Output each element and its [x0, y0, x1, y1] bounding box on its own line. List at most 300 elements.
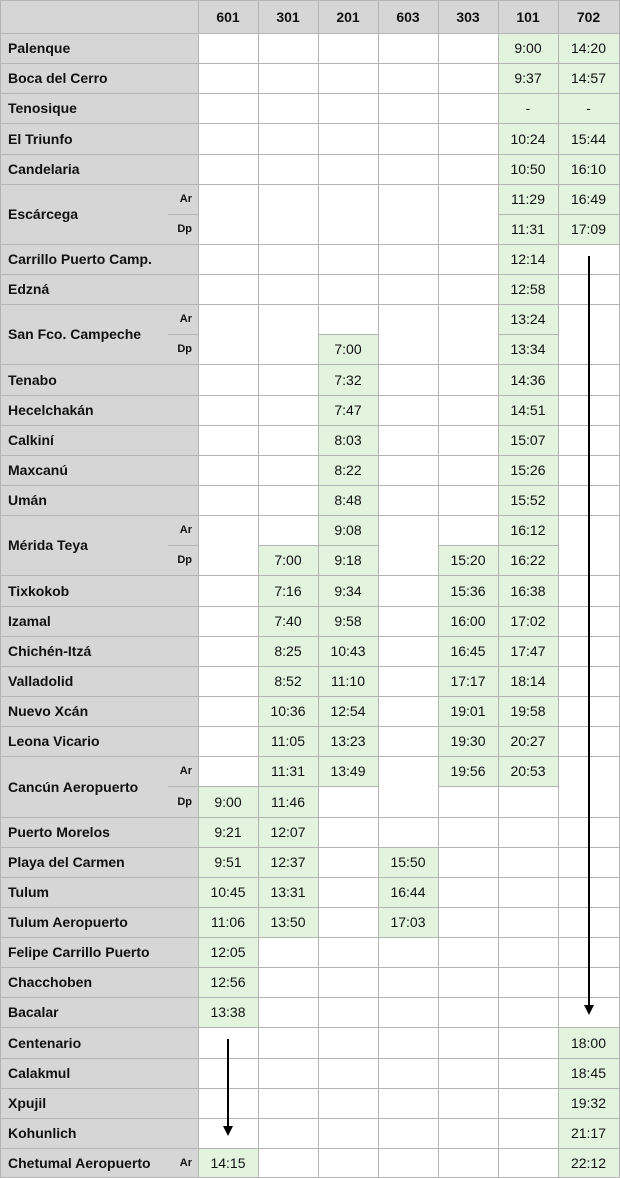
grid-line [498, 1148, 499, 1178]
grid-line [318, 786, 378, 787]
empty-cell [498, 877, 558, 907]
empty-cell [438, 154, 498, 184]
grid-line [258, 425, 259, 455]
grid-line [198, 455, 258, 456]
empty-cell [498, 786, 558, 817]
time-cell: 9:08 [318, 515, 378, 545]
grid-line [198, 666, 258, 667]
grid-line [0, 817, 198, 818]
grid-line [558, 214, 559, 244]
time-cell: 8:03 [318, 425, 378, 455]
grid-line [438, 1118, 498, 1119]
empty-cell [438, 937, 498, 967]
grid-line [438, 33, 439, 63]
empty-cell [258, 93, 318, 123]
empty-cell [258, 1148, 318, 1178]
grid-line [498, 334, 499, 364]
station-name: Chichén-Itzá [0, 636, 198, 666]
grid-line [378, 425, 438, 426]
grid-line [318, 967, 319, 997]
grid-line [318, 93, 378, 94]
time-cell: 9:18 [318, 545, 378, 575]
grid-line [318, 304, 378, 305]
grid-line [378, 63, 379, 93]
grid-line [498, 274, 499, 304]
grid-line [0, 1118, 198, 1119]
grid-line [558, 154, 559, 184]
grid-line [258, 545, 259, 575]
grid-line [498, 485, 558, 486]
grid-line [498, 937, 558, 938]
grid-line [318, 395, 378, 396]
grid-line [318, 63, 378, 64]
grid-line [378, 485, 379, 515]
time-cell: 19:01 [438, 696, 498, 726]
empty-cell [198, 485, 258, 515]
grid-line [318, 817, 319, 847]
grid-line [438, 997, 498, 998]
station-name: Palenque [0, 33, 198, 63]
time-cell: 17:09 [558, 214, 619, 244]
grid-line [438, 997, 439, 1027]
grid-line [498, 786, 558, 787]
grid-line [378, 997, 438, 998]
grid-line [378, 154, 438, 155]
grid-line [318, 515, 378, 516]
grid-line [318, 937, 319, 967]
time-cell: 14:57 [558, 63, 619, 93]
empty-cell [438, 364, 498, 395]
grid-line [318, 545, 378, 546]
empty-cell [318, 877, 378, 907]
grid-line [558, 93, 559, 123]
empty-cell [498, 937, 558, 967]
time-cell: 12:05 [198, 937, 258, 967]
grid-line [498, 33, 499, 63]
empty-cell [198, 93, 258, 123]
grid-line [378, 485, 438, 486]
time-cell: 9:00 [498, 33, 558, 63]
grid-line [378, 184, 379, 214]
empty-cell [378, 545, 438, 575]
empty-cell [258, 154, 318, 184]
grid-line [258, 214, 259, 244]
grid-line [258, 847, 318, 848]
grid-line [258, 847, 259, 877]
empty-cell [198, 575, 258, 606]
grid-line [378, 455, 438, 456]
grid-line [378, 726, 379, 756]
empty-cell [498, 1088, 558, 1118]
grid-line [318, 1088, 378, 1089]
empty-cell [318, 1148, 378, 1178]
grid-line [378, 756, 438, 757]
grid-line [558, 1118, 619, 1119]
grid-line [258, 274, 318, 275]
time-cell: 15:36 [438, 575, 498, 606]
time-cell: 12:37 [258, 847, 318, 877]
grid-line [258, 515, 318, 516]
grid-line [378, 817, 379, 847]
grid-line [258, 395, 259, 425]
grid-line [558, 967, 559, 997]
time-cell: 15:20 [438, 545, 498, 575]
grid-line [378, 817, 438, 818]
grid-line [258, 545, 318, 546]
grid-line [378, 1058, 379, 1088]
time-cell: 22:12 [558, 1148, 619, 1178]
grid-line [258, 967, 259, 997]
empty-cell [438, 485, 498, 515]
grid-line [558, 244, 619, 245]
grid-line [318, 184, 319, 214]
empty-cell [438, 395, 498, 425]
grid-line [558, 937, 559, 967]
arrival-label: Ar [168, 515, 198, 545]
grid-line [498, 636, 558, 637]
grid-line [318, 636, 378, 637]
empty-cell [258, 1027, 318, 1058]
grid-line [558, 847, 559, 877]
empty-cell [198, 184, 258, 214]
time-cell: 12:56 [198, 967, 258, 997]
grid-line [438, 847, 498, 848]
empty-cell [318, 937, 378, 967]
time-cell: 8:22 [318, 455, 378, 485]
empty-cell [378, 304, 438, 334]
grid-line [258, 1088, 318, 1089]
grid-line [438, 666, 498, 667]
grid-line [378, 606, 379, 636]
grid-line [258, 877, 318, 878]
grid-line [378, 666, 379, 696]
grid-line [498, 877, 558, 878]
time-cell: 19:56 [438, 756, 498, 786]
arrow-down-icon [584, 1005, 594, 1015]
grid-line [558, 93, 619, 94]
grid-line [318, 696, 378, 697]
grid-line [378, 244, 438, 245]
grid-line [168, 786, 198, 787]
grid-line [438, 1027, 439, 1058]
grid-line [378, 1088, 379, 1118]
empty-cell [498, 847, 558, 877]
grid-line [438, 274, 498, 275]
grid-line [378, 244, 379, 274]
grid-line [0, 907, 198, 908]
grid-line [558, 817, 559, 847]
grid-line [498, 395, 499, 425]
grid-line [498, 997, 499, 1027]
time-cell: 10:24 [498, 123, 558, 154]
grid-line [438, 304, 498, 305]
time-cell: - [498, 93, 558, 123]
grid-line [318, 1058, 319, 1088]
grid-line [438, 575, 498, 576]
grid-line [378, 93, 438, 94]
grid-line [498, 696, 499, 726]
empty-cell [438, 425, 498, 455]
station-name: Leona Vicario [0, 726, 198, 756]
empty-cell [378, 817, 438, 847]
grid-line [318, 0, 319, 33]
empty-cell [378, 1058, 438, 1088]
grid-line [318, 244, 319, 274]
grid-line [558, 1027, 559, 1058]
grid-line [378, 847, 379, 877]
grid-line [438, 93, 498, 94]
grid-line [438, 1058, 498, 1059]
grid-line [378, 123, 438, 124]
empty-cell [318, 1058, 378, 1088]
grid-line [318, 696, 319, 726]
grid-line [558, 63, 559, 93]
time-cell: 13:38 [198, 997, 258, 1027]
time-cell: 13:50 [258, 907, 318, 937]
grid-line [558, 1088, 559, 1118]
grid-line [0, 937, 198, 938]
empty-cell [378, 1027, 438, 1058]
time-cell: 16:45 [438, 636, 498, 666]
time-cell: 12:14 [498, 244, 558, 274]
grid-line [258, 726, 259, 756]
time-cell: 10:50 [498, 154, 558, 184]
grid-line [438, 1148, 439, 1178]
grid-line [258, 455, 259, 485]
grid-line [318, 786, 319, 817]
empty-cell [498, 967, 558, 997]
grid-line [438, 937, 439, 967]
empty-cell [198, 696, 258, 726]
empty-cell [498, 1027, 558, 1058]
grid-line [168, 214, 198, 215]
grid-line [0, 485, 198, 486]
empty-cell [318, 184, 378, 214]
empty-cell [258, 1118, 318, 1148]
grid-line [558, 33, 559, 63]
grid-line [198, 485, 258, 486]
empty-cell [318, 967, 378, 997]
grid-line [258, 1118, 259, 1148]
time-cell: 16:38 [498, 575, 558, 606]
time-cell: 13:49 [318, 756, 378, 786]
grid-line [558, 364, 559, 395]
grid-line [438, 907, 498, 908]
grid-line [0, 636, 198, 637]
grid-line [0, 455, 198, 456]
grid-line [258, 726, 318, 727]
empty-cell [198, 304, 258, 334]
grid-line [318, 304, 319, 334]
grid-line [0, 364, 198, 365]
grid-line [318, 184, 378, 185]
grid-line [438, 756, 439, 786]
empty-cell [318, 93, 378, 123]
grid-line [438, 304, 439, 334]
grid-line [258, 786, 259, 817]
empty-cell [378, 515, 438, 545]
grid-line [318, 485, 319, 515]
grid-line [198, 847, 258, 848]
grid-line [378, 515, 438, 516]
time-cell: 15:50 [378, 847, 438, 877]
grid-line [258, 154, 259, 184]
grid-line [498, 123, 558, 124]
grid-line [438, 877, 439, 907]
grid-line [558, 123, 619, 124]
grid-line [198, 636, 258, 637]
station-name: Felipe Carrillo Puerto [0, 937, 198, 967]
grid-line [258, 184, 318, 185]
empty-cell [318, 154, 378, 184]
grid-line [258, 937, 318, 938]
grid-line [378, 0, 379, 33]
grid-line [438, 696, 498, 697]
grid-line [378, 304, 379, 334]
grid-line [0, 1027, 198, 1028]
empty-cell [378, 274, 438, 304]
time-cell: 16:22 [498, 545, 558, 575]
empty-cell [198, 214, 258, 244]
time-cell: 15:07 [498, 425, 558, 455]
grid-line [378, 1058, 438, 1059]
grid-line [258, 1027, 318, 1028]
train-header-301: 301 [258, 0, 318, 33]
grid-line [498, 726, 558, 727]
grid-line [258, 606, 259, 636]
time-cell: 9:34 [318, 575, 378, 606]
grid-line [258, 515, 259, 545]
time-cell: 17:03 [378, 907, 438, 937]
time-cell: 13:23 [318, 726, 378, 756]
empty-cell [378, 154, 438, 184]
grid-line [498, 334, 558, 335]
empty-cell [438, 817, 498, 847]
grid-line [318, 997, 378, 998]
grid-line [0, 184, 198, 185]
empty-cell [378, 666, 438, 696]
grid-line [318, 154, 378, 155]
grid-line [438, 455, 439, 485]
grid-line [438, 425, 439, 455]
train-header-702: 702 [558, 0, 619, 33]
empty-cell [378, 364, 438, 395]
time-cell: 8:48 [318, 485, 378, 515]
grid-line [318, 395, 319, 425]
empty-cell [318, 63, 378, 93]
grid-line [558, 184, 619, 185]
grid-line [438, 395, 498, 396]
empty-cell [258, 455, 318, 485]
grid-line [0, 425, 198, 426]
grid-line [258, 123, 318, 124]
grid-line [378, 997, 379, 1027]
grid-line [258, 485, 259, 515]
grid-line [558, 1058, 559, 1088]
grid-line [258, 364, 318, 365]
station-name: Chetumal Aeropuerto [0, 1148, 168, 1178]
grid-line [318, 123, 319, 154]
grid-line [558, 123, 559, 154]
grid-line [378, 636, 379, 666]
empty-cell [258, 967, 318, 997]
grid-line [438, 244, 439, 274]
grid-line [558, 244, 559, 274]
time-cell: 11:29 [498, 184, 558, 214]
grid-line [438, 666, 439, 696]
grid-line [0, 967, 198, 968]
empty-cell [258, 485, 318, 515]
empty-cell [318, 786, 378, 817]
time-cell: 15:26 [498, 455, 558, 485]
grid-line [558, 455, 559, 485]
grid-line [318, 1148, 319, 1178]
time-cell: 18:14 [498, 666, 558, 696]
grid-line [498, 304, 558, 305]
grid-line [318, 364, 378, 365]
station-name: Izamal [0, 606, 198, 636]
grid-line [318, 726, 378, 727]
grid-line [438, 817, 439, 847]
grid-line [318, 274, 378, 275]
grid-line [318, 545, 319, 575]
grid-line [378, 184, 438, 185]
station-name: Chacchoben [0, 967, 198, 997]
grid-line [498, 485, 499, 515]
grid-line [378, 756, 379, 786]
time-cell: 15:52 [498, 485, 558, 515]
grid-line [318, 756, 319, 786]
grid-line [258, 425, 318, 426]
grid-line [168, 334, 198, 335]
arrival-label: Ar [168, 756, 198, 786]
grid-line [378, 937, 379, 967]
arrow-down-icon-line [227, 1039, 229, 1126]
grid-line [438, 937, 498, 938]
grid-line [198, 395, 258, 396]
empty-cell [198, 636, 258, 666]
time-cell: 18:00 [558, 1027, 619, 1058]
grid-line [498, 545, 499, 575]
empty-cell [318, 817, 378, 847]
grid-line [378, 123, 379, 154]
empty-cell [258, 214, 318, 244]
grid-line [318, 1027, 319, 1058]
grid-line [558, 154, 619, 155]
grid-line [318, 274, 319, 304]
empty-cell [438, 123, 498, 154]
departure-label: Dp [168, 334, 198, 364]
empty-cell [318, 1118, 378, 1148]
grid-line [318, 606, 378, 607]
grid-line [378, 967, 438, 968]
grid-line [438, 877, 498, 878]
grid-line [498, 364, 499, 395]
time-cell: 16:12 [498, 515, 558, 545]
grid-line [378, 726, 438, 727]
grid-line [378, 515, 379, 545]
time-cell: 14:20 [558, 33, 619, 63]
empty-cell [318, 274, 378, 304]
grid-line [0, 1148, 198, 1149]
grid-line [558, 1148, 559, 1178]
grid-line [318, 154, 319, 184]
grid-line [258, 817, 318, 818]
grid-line [498, 1088, 558, 1089]
grid-line [318, 63, 319, 93]
grid-line [378, 274, 438, 275]
grid-line [438, 696, 439, 726]
